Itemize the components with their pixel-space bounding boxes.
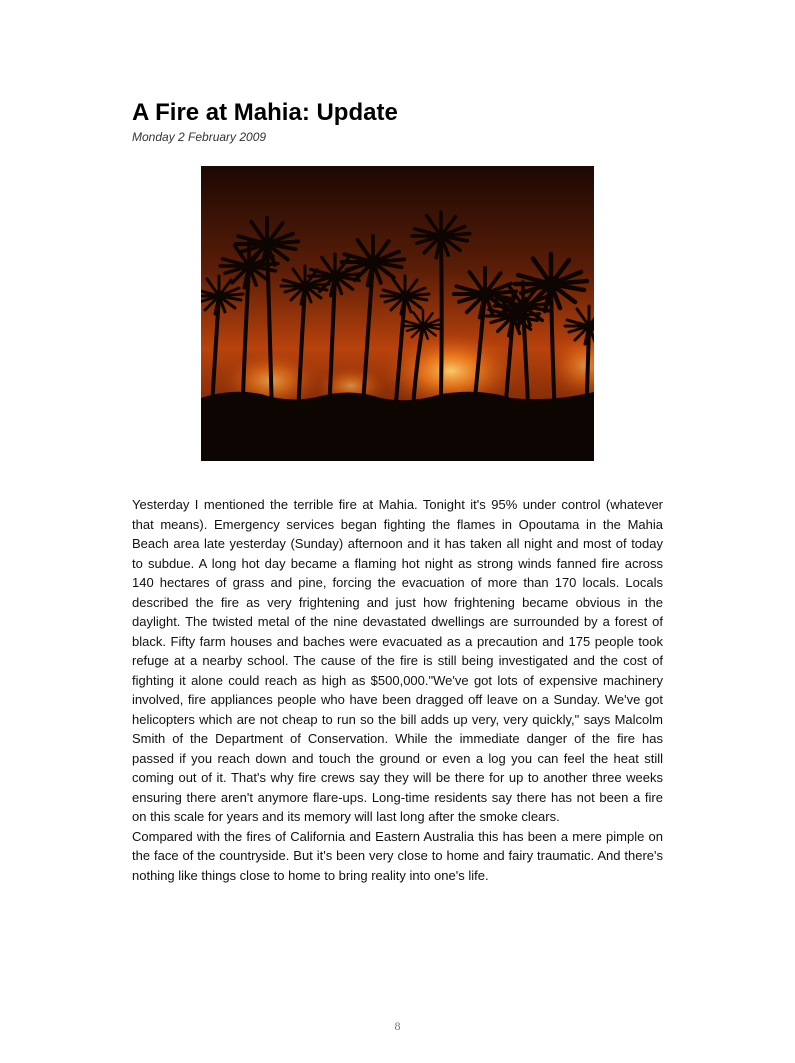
article-paragraph-1: Yesterday I mentioned the terrible fire at Mahia. Tonight it's 95% under control (whatever that means). Emergency services began fighting the flames in Opoutama in the Mahia Beach area late yesterday (Sunday) afternoon and it has taken all night and most of today to subdue. A long hot day became a flaming hot night as strong winds fanned fire across 140 hectares of grass and pine, forcing the evacuation of more than 170 locals. Locals described the fire as very frightening and just how frightening became obvious in the daylight. The twisted metal of the nine devastated dwellings are surrounded by a forest of black. Fifty farm houses and baches were evacuated as a precaution and 175 people took refuge at a nearby school. The cause of the fire is still being investigated and the cost of fighting it alone could reach as high as $500,000."We've got lots of expensive machinery involved, fire appliances people who have been dragged off leave on a Sunday. We've got helicopters which are not cheap to run so the bill adds up very, very quickly," says Malcolm Smith of the Department of Conservation. While the immediate danger of the fire has passed if you reach down and touch the ground or even a log you can feel the heat still coming out of it. That's why fire crews say they will be there for up to another three weeks ensuring there aren't anymore flare-ups. Long-time residents say there has not been a fire on this scale for years and its memory will last long after the smoke clears. — [132, 497, 663, 824]
article-date: Monday 2 February 2009 — [132, 130, 267, 144]
page-number: 8 — [394, 1019, 401, 1033]
fire-photo — [201, 166, 594, 461]
article-title: A Fire at Mahia: Update — [132, 99, 398, 126]
article-body — [132, 495, 663, 885]
article-paragraph-2: Compared with the fires of California and Eastern Australia this has been a mere pimple on the face of the countryside. But it's been very close to home and fairy traumatic. And there's nothing like things close to home to bring reality into one's life. — [132, 828, 663, 883]
